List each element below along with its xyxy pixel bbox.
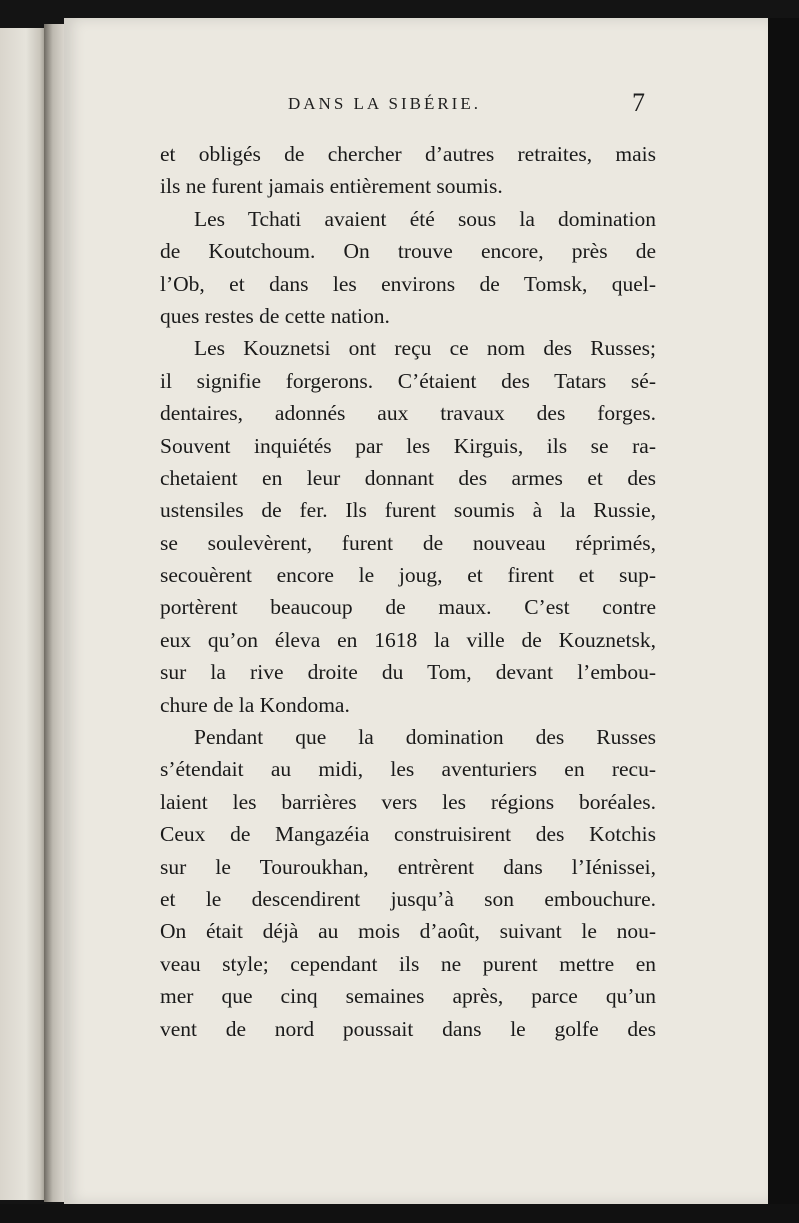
text-line: Les Tchati avaient été sous la domination bbox=[194, 206, 656, 231]
text-line: et obligés de chercher d’autres retraites, mais bbox=[160, 142, 656, 166]
text-line: On était déjà au mois d’août, suivant le nou- bbox=[160, 919, 656, 944]
text-line: veau style; cependant ils ne purent mettre en bbox=[160, 951, 656, 976]
text-line: sur la rive droite du Tom, devant l’embou- bbox=[160, 660, 656, 685]
text-line: sur le Touroukhan, entrèrent dans l’Iénissei, bbox=[160, 854, 656, 879]
text-line: portèrent beaucoup de maux. C’est contre bbox=[160, 595, 656, 620]
text-line: secouèrent encore le joug, et firent et sup- bbox=[160, 563, 656, 588]
text-line: et le descendirent jusqu’à son embouchure. bbox=[160, 886, 656, 911]
text-line: laient les barrières vers les régions boréales. bbox=[160, 789, 656, 814]
body-text bbox=[160, 138, 656, 1045]
scan-background-right bbox=[768, 18, 799, 1223]
text-line: de Koutchoum. On trouve encore, près de bbox=[160, 239, 656, 264]
paragraph-4 bbox=[160, 721, 656, 1045]
text-line: mer que cinq semaines après, parce qu’un bbox=[160, 984, 656, 1009]
scan-background-bottom bbox=[0, 1204, 799, 1223]
text-line: vent de nord poussait dans le golfe des bbox=[160, 1016, 656, 1041]
text-line: ils ne furent jamais entièrement soumis. bbox=[160, 174, 503, 199]
paragraph-2 bbox=[160, 203, 656, 333]
text-line: Pendant que la domination des Russes bbox=[194, 725, 656, 750]
text-line: il signifie forgerons. C’étaient des Tatars sé- bbox=[160, 368, 656, 393]
text-line: Souvent inquiétés par les Kirguis, ils se ra- bbox=[160, 433, 656, 458]
text-line: se soulevèrent, furent de nouveau réprimés, bbox=[160, 530, 656, 555]
paragraph-1 bbox=[160, 138, 656, 203]
facing-page-edge bbox=[0, 28, 47, 1200]
text-line: dentaires, adonnés aux travaux des forges. bbox=[160, 401, 656, 426]
page-number: 7 bbox=[632, 88, 645, 117]
text-line: ustensiles de fer. Ils furent soumis à la Russie, bbox=[160, 498, 656, 523]
text-line: ques restes de cette nation. bbox=[160, 303, 390, 328]
text-line: chure de la Kondoma. bbox=[160, 692, 350, 717]
running-title: DANS LA SIBÉRIE. bbox=[288, 94, 481, 113]
text-line: l’Ob, et dans les environs de Tomsk, quel- bbox=[160, 271, 656, 296]
paragraph-3 bbox=[160, 332, 656, 721]
text-line: eux qu’on éleva en 1618 la ville de Kouznetsk, bbox=[160, 627, 656, 652]
book-gutter bbox=[44, 24, 66, 1202]
text-line: Les Kouznetsi ont reçu ce nom des Russes; bbox=[194, 336, 656, 361]
text-line: s’étendait au midi, les aventuriers en recu- bbox=[160, 757, 656, 782]
text-line: chetaient en leur donnant des armes et des bbox=[160, 465, 656, 490]
running-head bbox=[64, 90, 768, 124]
text-line: Ceux de Mangazéia construisirent des Kotchis bbox=[160, 822, 656, 847]
